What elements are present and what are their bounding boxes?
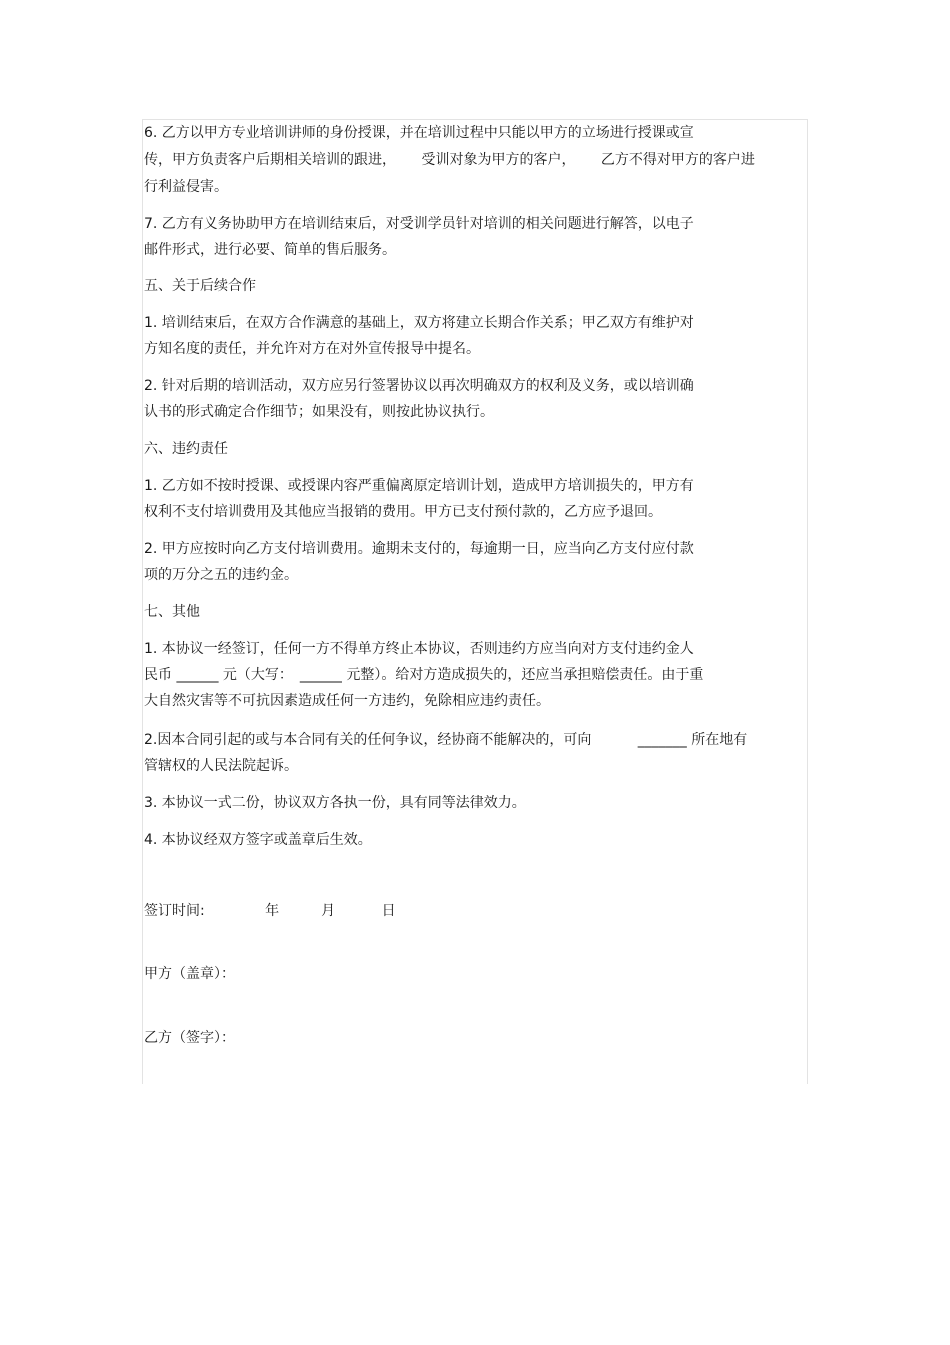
text-line: 行利益侵害。 [144,179,228,195]
text-line: 民币 ______ 元（大写： ______ 元整）。给对方造成损失的，还应当承担赔偿责任。由于重 [144,667,704,683]
party-b-signature-line: 乙方（签字）： [144,1030,235,1046]
text-line: 邮件形式，进行必要、简单的售后服务。 [144,242,396,258]
text-line: 2. 针对后期的培训活动，双方应另行签署协议以再次明确双方的权利及义务，或以培训确 [144,378,694,394]
text-line: 6. 乙方以甲方专业培训讲师的身份授课，并在培训过程中只能以甲方的立场进行授课或宣 [144,125,694,141]
text-line: 3. 本协议一式二份，协议双方各执一份，具有同等法律效力。 [144,795,526,811]
party-a-seal-line: 甲方（盖章）： [144,966,235,982]
text-line: 2.因本合同引起的或与本合同有关的任何争议，经协商不能解决的，可向 _______ 所在地有 [144,732,748,748]
section-heading: 五、关于后续合作 [144,278,256,294]
text-line: 权利不支付培训费用及其他应当报销的费用。甲方已支付预付款的，乙方应予退回。 [144,504,662,520]
text-line: 2. 甲方应按时向乙方支付培训费用。逾期未支付的，每逾期一日，应当向乙方支付应付款 [144,541,694,557]
page-border [142,119,808,1084]
text-line: 方知名度的责任，并允许对方在对外宣传报导中提名。 [144,341,480,357]
text-line: 1. 本协议一经签订，任何一方不得单方终止本协议，否则违约方应当向对方支付违约金人 [144,641,694,657]
text-line: 7. 乙方有义务协助甲方在培训结束后，对受训学员针对培训的相关问题进行解答，以电子 [144,216,694,232]
text-line: 1. 乙方如不按时授课、或授课内容严重偏离原定培训计划，造成甲方培训损失的，甲方有 [144,478,694,494]
text-line: 认书的形式确定合作细节；如果没有，则按此协议执行。 [144,404,494,420]
text-line: 大自然灾害等不可抗因素造成任何一方违约，免除相应违约责任。 [144,693,550,709]
signing-date-line: 签订时间: 年 月 日 [144,903,396,919]
section-heading: 七、其他 [144,604,200,620]
text-line: 项的万分之五的违约金。 [144,567,298,583]
text-line: 传，甲方负责客户后期相关培训的跟进， 受训对象为甲方的客户， 乙方不得对甲方的客户进 [144,152,755,168]
text-line: 管辖权的人民法院起诉。 [144,758,298,774]
text-line: 4. 本协议经双方签字或盖章后生效。 [144,832,372,848]
section-heading: 六、违约责任 [144,441,228,457]
text-line: 1. 培训结束后，在双方合作满意的基础上，双方将建立长期合作关系；甲乙双方有维护对 [144,315,694,331]
